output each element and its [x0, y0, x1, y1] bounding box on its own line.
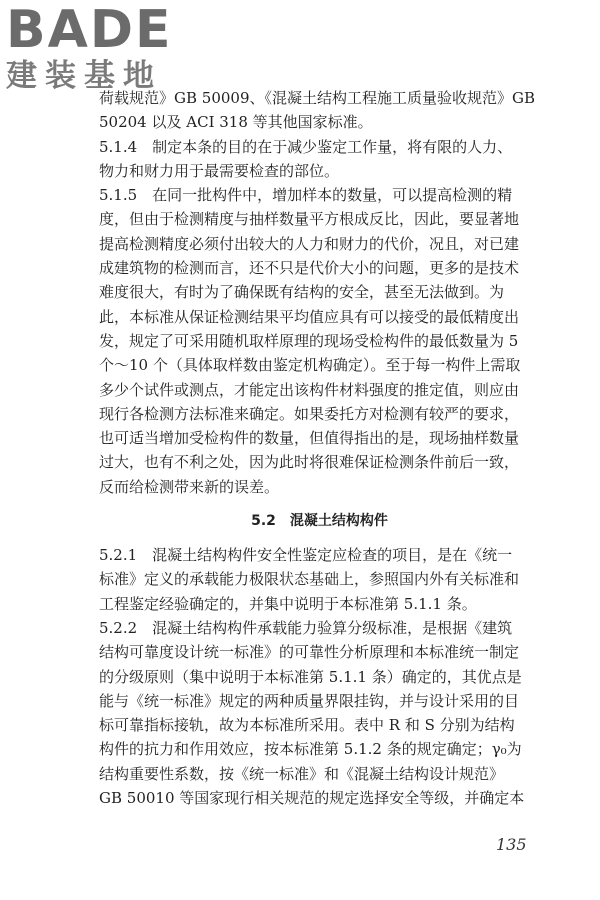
text-line: 能与《统一标准》规定的两种质量界限挂钩，并与设计采用的目 [99, 691, 520, 710]
text-line: 成建筑物的检测而言，还不只是代价大小的问题，更多的是技术 [99, 259, 520, 278]
document-body [99, 86, 540, 810]
text-line: 个～10 个（具体取样数由鉴定机构确定）。至于每一构件上需取 [99, 356, 521, 375]
text-line: 50204 以及 ACI 318 等其他国家标准。 [99, 113, 373, 132]
text-line: GB 50010 等国家现行相关规范的规定选择安全等级，并确定本 [99, 789, 525, 808]
paragraph-block-5-2 [99, 543, 540, 810]
text-line: 5.2.2 混凝土结构构件承载能力验算分级标准，是根据《建筑 [99, 618, 513, 637]
text-line: 荷载规范》GB 50009、《混凝土结构工程施工质量验收规范》GB [99, 89, 535, 107]
text-line: 发，规定了可采用随机取样原理的现场受检构件的最低数量为 5 [99, 331, 519, 350]
text-line: 的分级原则（集中说明于本标准第 5.1.1 条）确定的，其优点是 [99, 667, 522, 686]
text-line: 5.1.5 在同一批构件中，增加样本的数量，可以提高检测的精 [99, 186, 513, 205]
text-line: 5.2.1 混凝土结构构件安全性鉴定应检查的项目，是在《统一 [99, 546, 513, 565]
section-heading: 5.2 混凝土结构构件 [251, 513, 388, 530]
text-line: 此，本标准从保证检测结果平均值应具有可以接受的最低精度出 [99, 307, 520, 326]
text-line: 也可适当增加受检构件的数量，但值得指出的是，现场抽样数量 [99, 429, 520, 448]
page-number: 135 [496, 835, 527, 854]
logo-subtitle: 建装基地 [6, 58, 162, 94]
text-line: 度，但由于检测精度与抽样数量平方根成反比，因此，要显著地 [99, 210, 520, 229]
text-line: 标准》定义的承载能力极限状态基础上，参照国内外有关标准和 [99, 570, 520, 589]
paragraph-block-5-1 [99, 86, 540, 499]
text-line: 标可靠指标接轨，故为本标准所采用。表中 R 和 S 分别为结构 [99, 716, 515, 735]
text-line: 结构可靠度设计统一标准》的可靠性分析原理和本标准统一制定 [99, 643, 520, 662]
text-line: 工程鉴定经验确定的，并集中说明于本标准第 5.1.1 条。 [99, 594, 477, 613]
text-line: 反而给检测带来新的误差。 [99, 477, 280, 496]
logo-wordmark: BADE [6, 0, 173, 60]
text-line: 提高检测精度必须付出较大的人力和财力的代价，况且，对已建 [99, 234, 520, 253]
text-line: 物力和财力用于最需要检查的部位。 [99, 161, 340, 180]
text-line: 5.1.4 制定本条的目的在于减少鉴定工作量，将有限的人力、 [99, 137, 513, 156]
text-line: 构件的抗力和作用效应，按本标准第 5.1.2 条的规定确定；γ₀为 [99, 740, 522, 759]
text-line: 结构重要性系数，按《统一标准》和《混凝土结构设计规范》 [99, 764, 505, 783]
text-line: 难度很大，有时为了确保既有结构的安全，甚至无法做到。为 [99, 283, 505, 302]
text-line: 现行各检测方法标准来确定。如果委托方对检测有较严的要求， [99, 404, 520, 423]
text-line: 过大，也有不利之处，因为此时将很难保证检测条件前后一致， [99, 453, 520, 472]
brand-logo [6, 0, 186, 96]
text-line: 多少个试件或测点，才能定出该构件材料强度的推定值，则应由 [99, 380, 520, 399]
